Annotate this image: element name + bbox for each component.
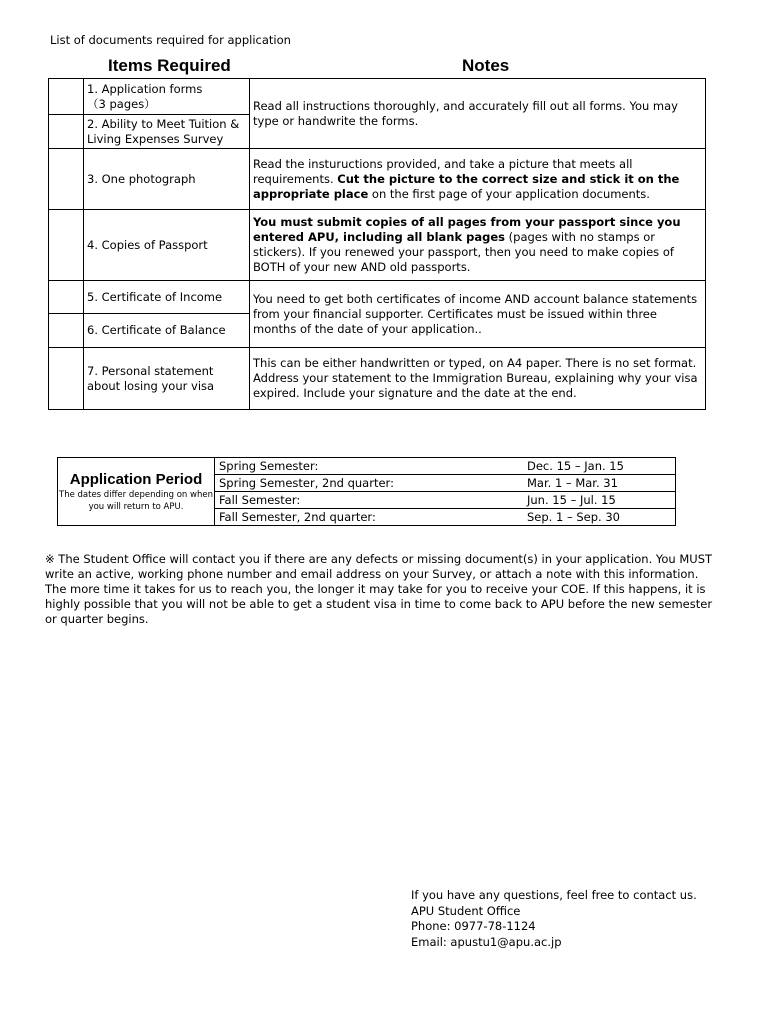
notice-paragraph: The more time it takes for us to reach you, the longer it may take for you to receive your COE. If this happens, it is highly possible that you will not be able to get a student visa in time to come back to APU before the new semester or quarter begins. (45, 582, 713, 626)
note-certificates: You need to get both certificates of income AND account balance statements from your financial supporter. Certificates must be issued within three months of the date of your application.. (250, 281, 706, 348)
contact-email: Email: apustu1@apu.ac.jp (411, 934, 562, 949)
checkbox-cell (49, 210, 84, 281)
table-row (49, 210, 706, 281)
checkbox-cell (49, 348, 84, 410)
application-period-label (58, 458, 215, 526)
notes-header: Notes (462, 56, 510, 75)
student-office-notice (45, 552, 725, 627)
semester-dates: Jun. 15 – Jul. 15 (523, 492, 676, 509)
semester-dates: Dec. 15 – Jan. 15 (523, 458, 676, 475)
semester-label: Fall Semester, 2nd quarter: (215, 509, 524, 526)
semester-dates: Sep. 1 – Sep. 30 (523, 509, 676, 526)
item-tuition-survey: 2. Ability to Meet Tuition & Living Expenses Survey (84, 115, 250, 149)
requirements-table (48, 78, 706, 410)
table-row (49, 348, 706, 410)
item-passport: 4. Copies of Passport (84, 210, 250, 281)
contact-block (411, 888, 697, 950)
item-photograph: 3. One photograph (84, 149, 250, 210)
table-row (58, 458, 676, 475)
note-statement: This can be either handwritten or typed, on A4 paper. There is no set format. Address your statement to the Immigration Bureau, explaining why your visa expired. Include your signature and the date at the end. (250, 348, 706, 410)
contact-phone: Phone: 0977-78-1124 (411, 919, 536, 933)
note-passport: You must submit copies of all pages from your passport since you entered APU, including all blank pages (pages with no stamps or stickers). If you renewed your passport, then you need to make copies of BOTH of your new AND old passports. (250, 210, 706, 281)
semester-dates: Mar. 1 – Mar. 31 (523, 475, 676, 492)
note-forms: Read all instructions thoroughly, and accurately fill out all forms. You may type or handwrite the forms. (250, 79, 706, 149)
table-row (49, 79, 706, 115)
application-period-table (57, 457, 676, 526)
note-photograph: Read the instuructions provided, and take a picture that meets all requirements. Cut the picture to the correct size and stick it on the appropriate place on the first page of your application documents. (250, 149, 706, 210)
document-title: List of documents required for application (50, 33, 291, 47)
item-personal-statement: 7. Personal statement about losing your visa (84, 348, 250, 410)
application-period-subtitle: The dates differ depending on when you will return to APU. (59, 489, 213, 512)
semester-label: Spring Semester: (215, 458, 524, 475)
checkbox-cell (49, 314, 84, 348)
semester-label: Fall Semester: (215, 492, 524, 509)
table-row (49, 281, 706, 314)
table-row (49, 149, 706, 210)
contact-intro: If you have any questions, feel free to contact us. (411, 888, 697, 902)
checkbox-cell (49, 281, 84, 314)
checkbox-cell (49, 79, 84, 115)
application-period-title: Application Period (69, 470, 203, 488)
notice-paragraph: ※ The Student Office will contact you if there are any defects or missing document(s) in your application. You MUST write an active, working phone number and email address on your Survey, or attach a note with this information. (45, 552, 713, 581)
items-required-header: Items Required (108, 56, 231, 75)
checkbox-cell (49, 115, 84, 149)
contact-office: APU Student Office (411, 903, 521, 918)
checkbox-cell (49, 149, 84, 210)
item-application-forms: 1. Application forms （3 pages） (84, 79, 250, 115)
item-certificate-balance: 6. Certificate of Balance (84, 314, 250, 348)
semester-label: Spring Semester, 2nd quarter: (215, 475, 524, 492)
item-certificate-income: 5. Certificate of Income (84, 281, 250, 314)
